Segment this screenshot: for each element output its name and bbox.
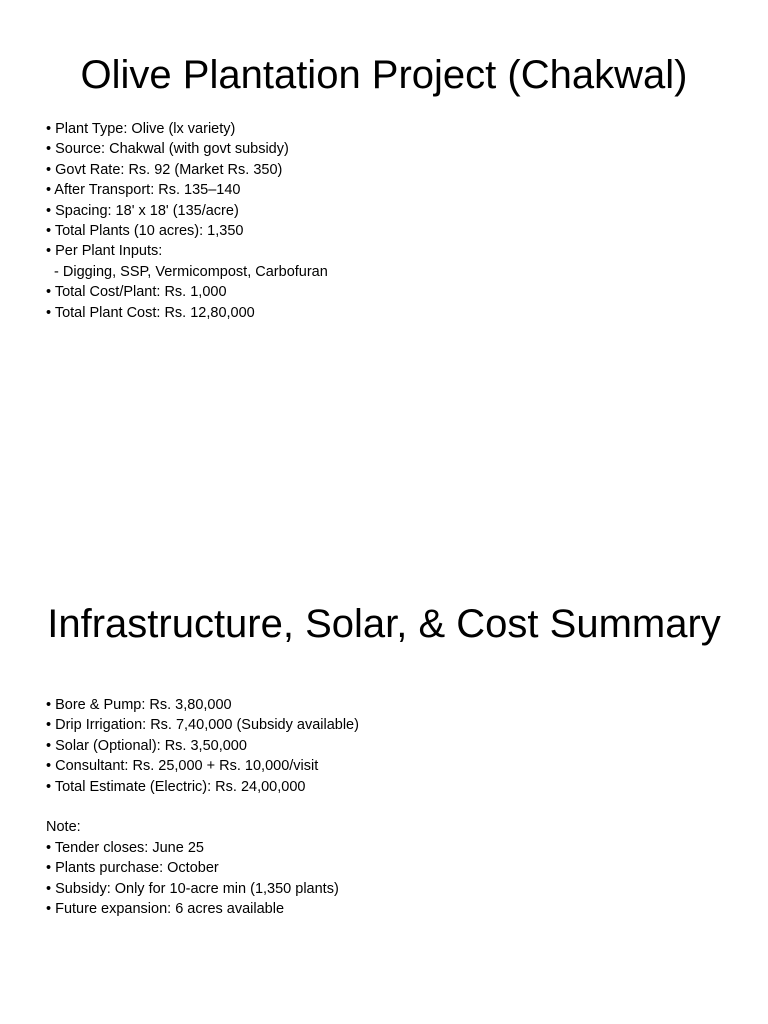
bullet-item: • Plants purchase: October xyxy=(46,860,219,877)
bullet-list xyxy=(46,119,736,323)
bullet-item: • Bore & Pump: Rs. 3,80,000 xyxy=(46,697,232,713)
bullet-item: • Total Cost/Plant: Rs. 1,000 xyxy=(46,284,227,301)
bullet-item: • Consultant: Rs. 25,000 + Rs. 10,000/visit xyxy=(46,758,319,775)
blank-line xyxy=(46,797,736,817)
bullet-item: • Total Estimate (Electric): Rs. 24,00,000 xyxy=(46,778,306,795)
bullet-item: • Govt Rate: Rs. 92 (Market Rs. 350) xyxy=(46,161,283,178)
slide-title: Infrastructure, Solar, & Cost Summary xyxy=(47,602,721,646)
bullet-item: • Tender closes: June 25 xyxy=(46,839,204,856)
sub-bullet-item: - Digging, SSP, Vermicompost, Carbofuran xyxy=(46,263,328,280)
bullet-item: • Per Plant Inputs: xyxy=(46,243,163,260)
bullet-item: • Solar (Optional): Rs. 3,50,000 xyxy=(46,737,247,754)
bullet-item: • Future expansion: 6 acres available xyxy=(46,900,285,917)
bullet-item: • Plant Type: Olive (lx variety) xyxy=(46,121,236,137)
slide-title: Olive Plantation Project (Chakwal) xyxy=(80,53,688,97)
bullet-item: • Source: Chakwal (with govt subsidy) xyxy=(46,141,289,158)
bullet-item: • Spacing: 18' x 18' (135/acre) xyxy=(46,202,239,219)
bullet-item: • Total Plants (10 acres): 1,350 xyxy=(46,222,244,239)
bullet-item: • Subsidy: Only for 10-acre min (1,350 plants) xyxy=(46,880,339,897)
bullet-list xyxy=(46,695,736,919)
bullet-item: • Drip Irrigation: Rs. 7,40,000 (Subsidy available) xyxy=(46,717,359,734)
bullet-item: • Total Plant Cost: Rs. 12,80,000 xyxy=(46,304,255,321)
note-heading: Note: xyxy=(46,819,81,836)
slide-infrastructure-summary xyxy=(0,512,768,1024)
bullet-item: • After Transport: Rs. 135–140 xyxy=(46,182,241,199)
